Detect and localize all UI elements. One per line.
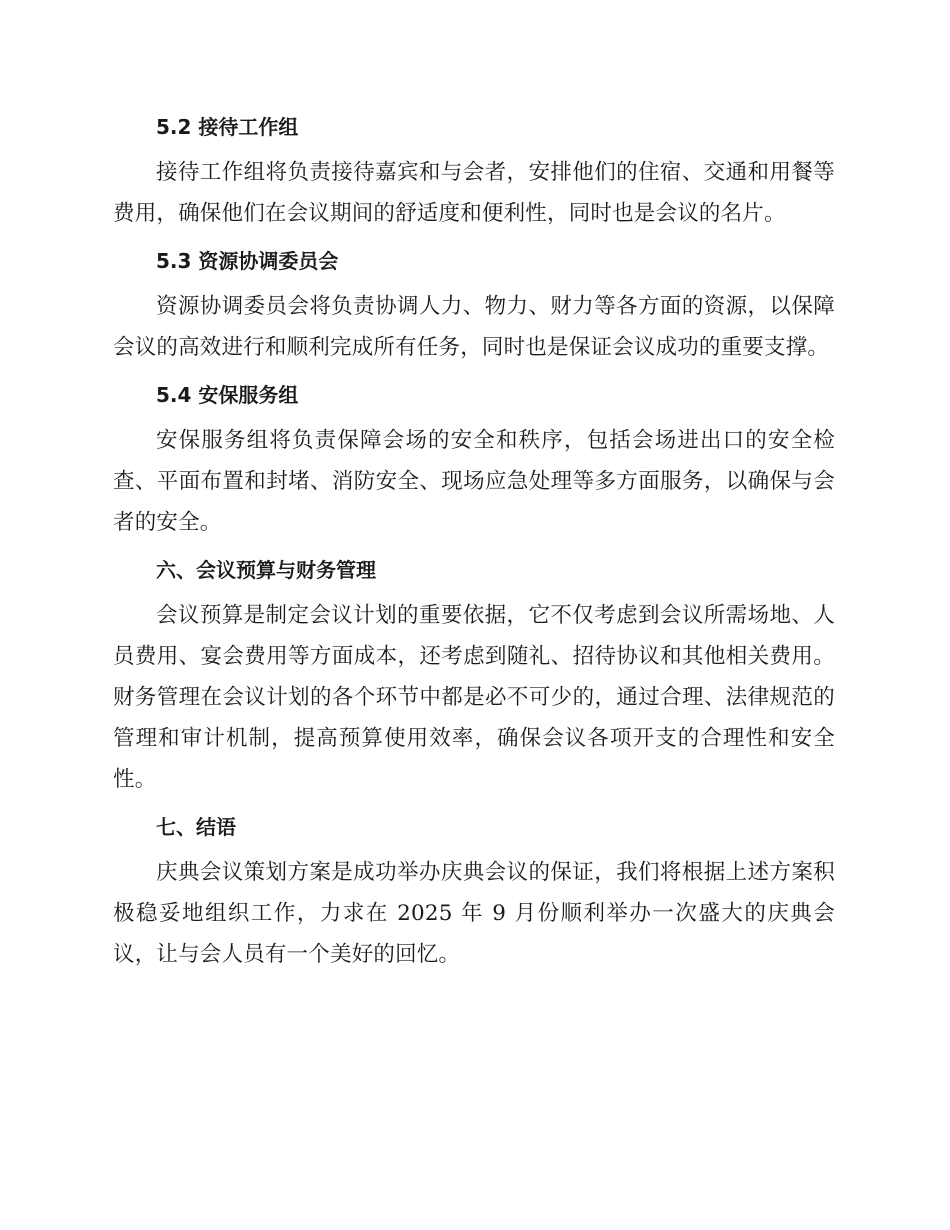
section-paragraph-5-2: 接待工作组将负责接待嘉宾和与会者，安排他们的住宿、交通和用餐等费用，确保他们在会议期间的舒适度和便利性，同时也是会议的名片。	[113, 160, 835, 226]
section-paragraph-5-4: 安保服务组将负责保障会场的安全和秩序，包括会场进出口的安全检查、平面布置和封堵、消防安全、现场应急处理等多方面服务，以确保与会者的安全。	[113, 428, 835, 535]
section-heading-budget: 六、会议预算与财务管理	[156, 558, 376, 582]
section-heading-5-3: 5.3 资源协调委员会	[156, 249, 339, 273]
section-paragraph-budget: 会议预算是制定会议计划的重要依据，它不仅考虑到会议所需场地、人员费用、宴会费用等方面成本，还考虑到随礼、招待协议和其他相关费用。财务管理在会议计划的各个环节中都是必不可少的，通过合理、法律规范的管理和审计机制，提高预算使用效率，确保会议各项开支的合理性和安全性。	[113, 603, 835, 792]
section-heading-5-4: 5.4 安保服务组	[156, 383, 299, 407]
section-paragraph-conclusion: 庆典会议策划方案是成功举办庆典会议的保证，我们将根据上述方案积极稳妥地组织工作，力求在 2025 年 9 月份顺利举办一次盛大的庆典会议，让与会人员有一个美好的回忆。	[113, 860, 835, 967]
section-heading-conclusion: 七、结语	[156, 815, 236, 839]
document-page	[113, 108, 835, 983]
section-heading-5-2: 5.2 接待工作组	[156, 115, 299, 139]
section-paragraph-5-3: 资源协调委员会将负责协调人力、物力、财力等各方面的资源，以保障会议的高效进行和顺利完成所有任务，同时也是保证会议成功的重要支撑。	[113, 294, 835, 360]
